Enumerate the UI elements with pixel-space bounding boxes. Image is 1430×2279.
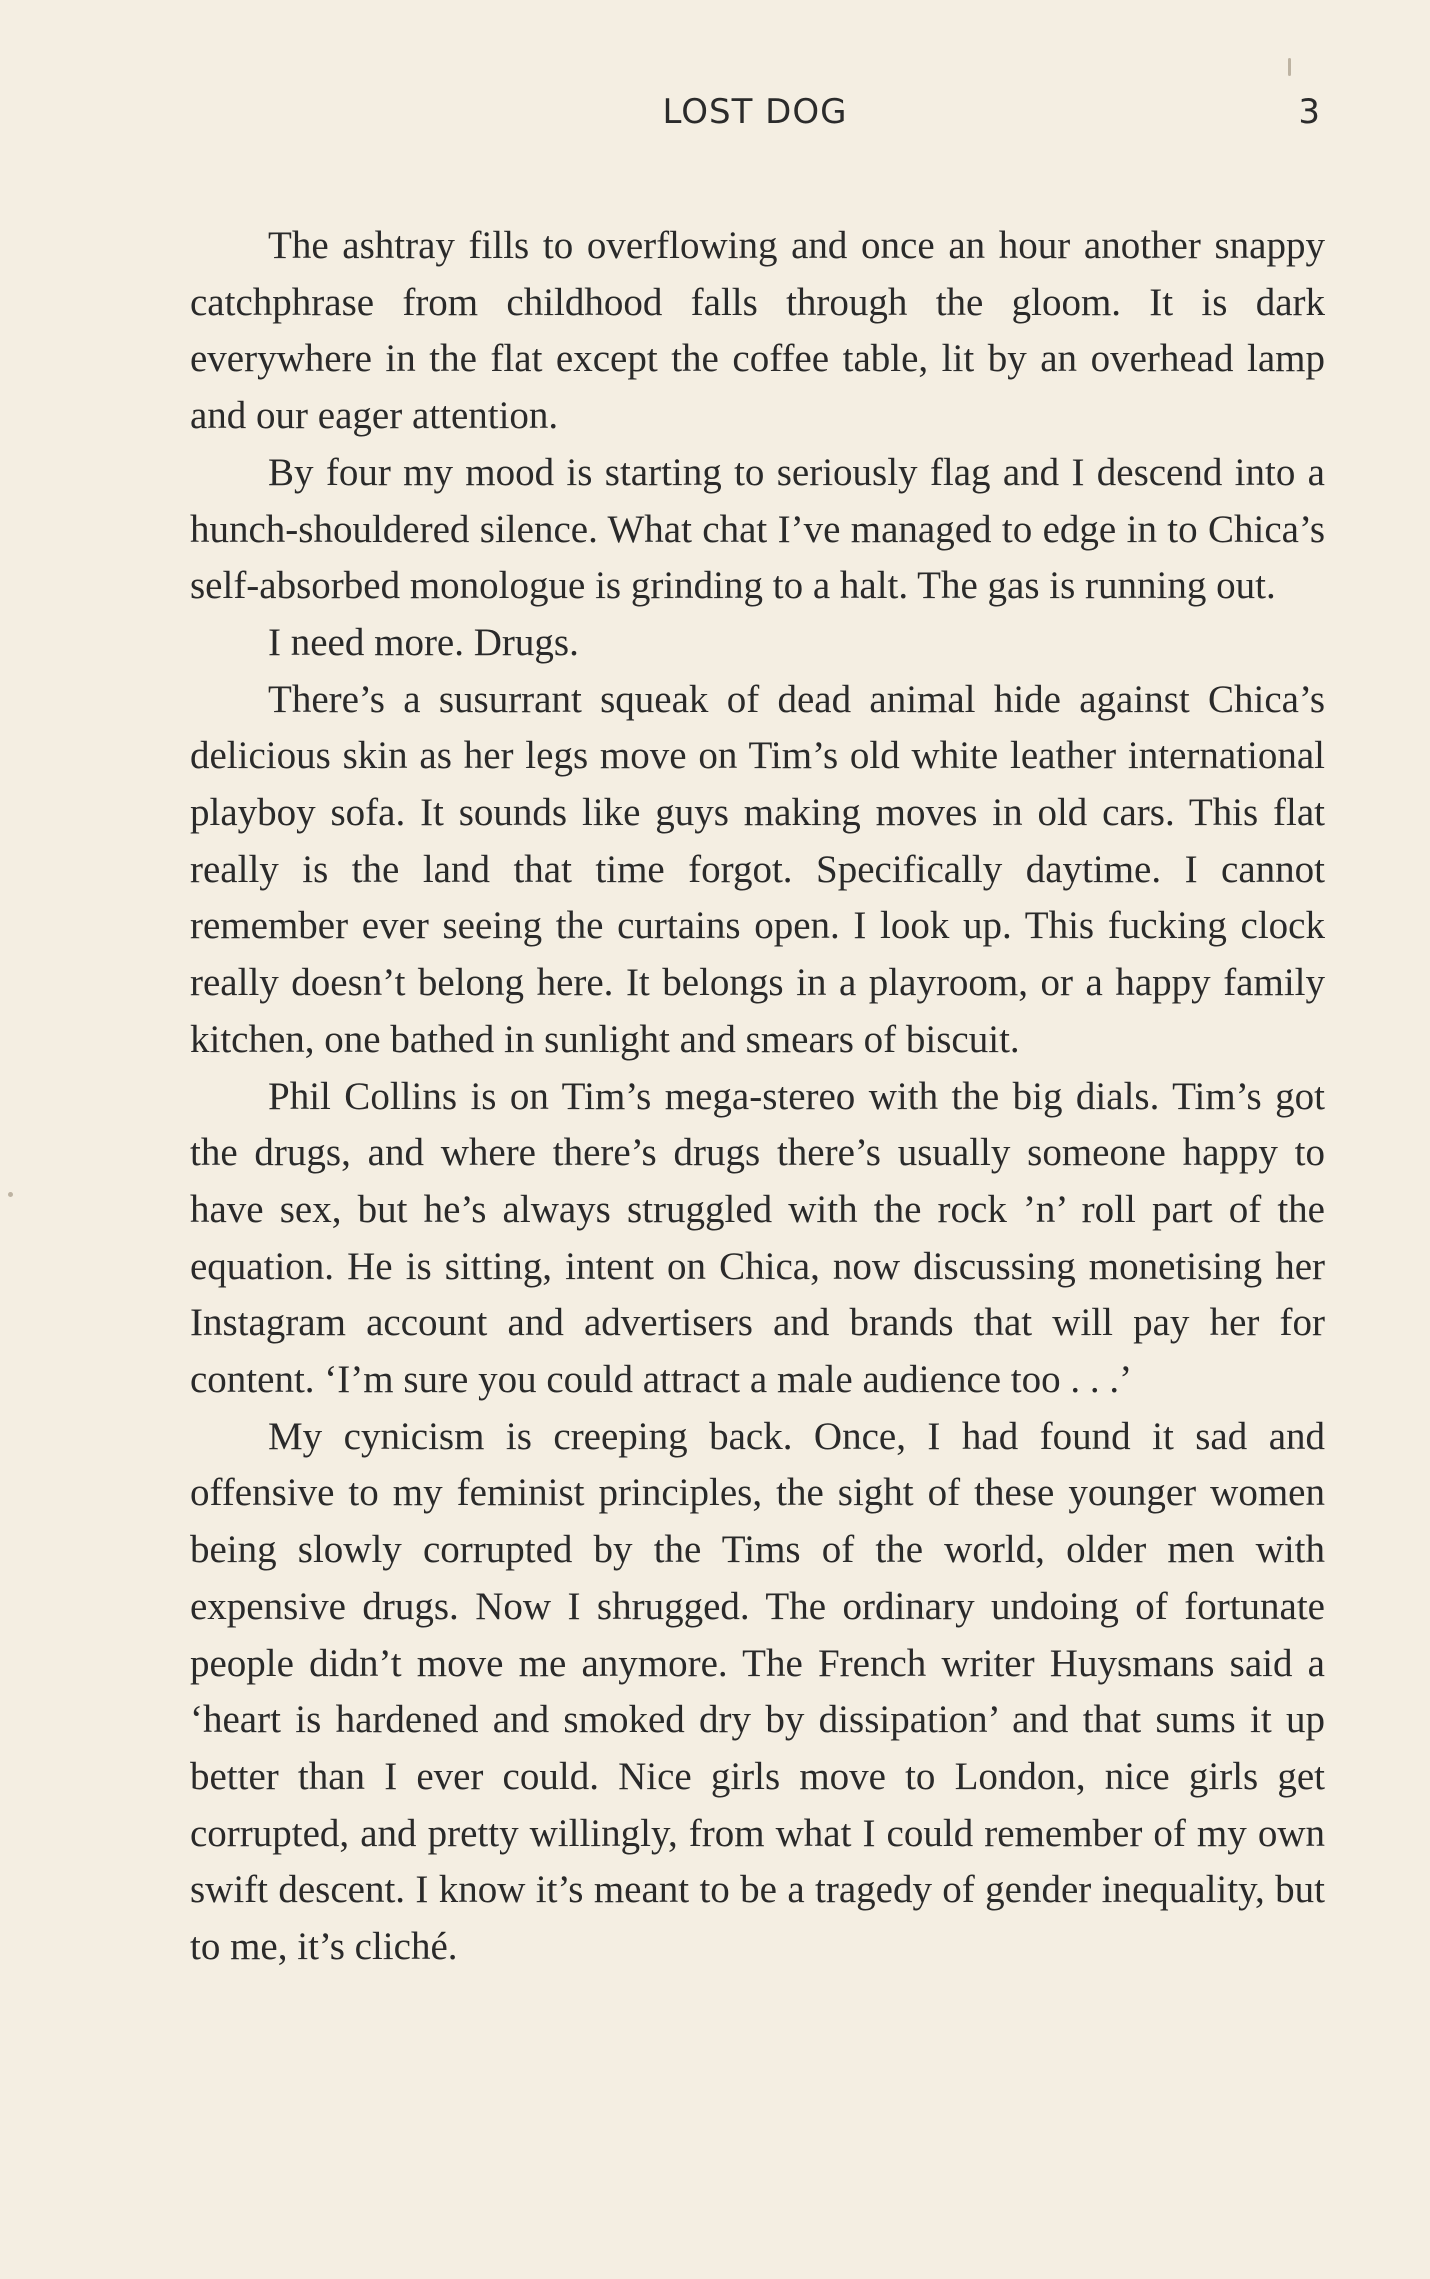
paper-speck <box>8 1192 13 1197</box>
body-text <box>190 218 1325 1976</box>
paper-speck <box>1288 58 1291 76</box>
page-number: 3 <box>1298 92 1320 132</box>
running-title: LOST DOG <box>662 92 848 132</box>
paragraph: My cynicism is creeping back. Once, I had found it sad and offensive to my feminist principles, the sight of these younger women being slowly corrupted by the Tims of the world, older men with expensive drugs. Now I shrugged. The ordinary undoing of fortunate people didn’t move me anymore. The French writer Huysmans said a ‘heart is hardened and smoked dry by dissipation’ and that sums it up better than I ever could. Nice girls move to London, nice girls get corrupted, and pretty willingly, from what I could remember of my own swift descent. I know it’s meant to be a tragedy of gender inequality, but to me, it’s cliché. <box>190 1414 1325 1969</box>
paragraph: There’s a susurrant squeak of dead animal hide against Chica’s delicious skin as her legs move on Tim’s old white leather international playboy sofa. It sounds like guys making moves in old cars. This flat really is the land that time forgot. Specifically daytime. I cannot remember ever seeing the curtains open. I look up. This fucking clock really doesn’t belong here. It belongs in a playroom, or a happy family kitchen, one bathed in sunlight and smears of biscuit. <box>190 677 1325 1061</box>
running-head <box>190 92 1320 142</box>
paragraph: I need more. Drugs. <box>268 620 579 664</box>
paragraph: The ashtray fills to overflowing and once an hour another snappy catchphrase from childhood falls through the gloom. It is dark everywhere in the flat except the coffee table, lit by an overhead lamp and our eager attention. <box>190 224 1325 438</box>
paragraph: By four my mood is starting to seriously flag and I descend into a hunch-shouldered silence. What chat I’ve managed to edge in to Chica’s self-absorbed monologue is grinding to a halt. The gas is running out. <box>190 450 1325 608</box>
paragraph: Phil Collins is on Tim’s mega-stereo with the big dials. Tim’s got the drugs, and where there’s drugs there’s usually someone happy to have sex, but he’s always struggled with the rock ’n’ roll part of the equation. He is sitting, intent on Chica, now discussing monetising her Instagram account and advertisers and brands that will pay her for content. ‘I’m sure you could attract a male audience too . . .’ <box>190 1074 1325 1402</box>
